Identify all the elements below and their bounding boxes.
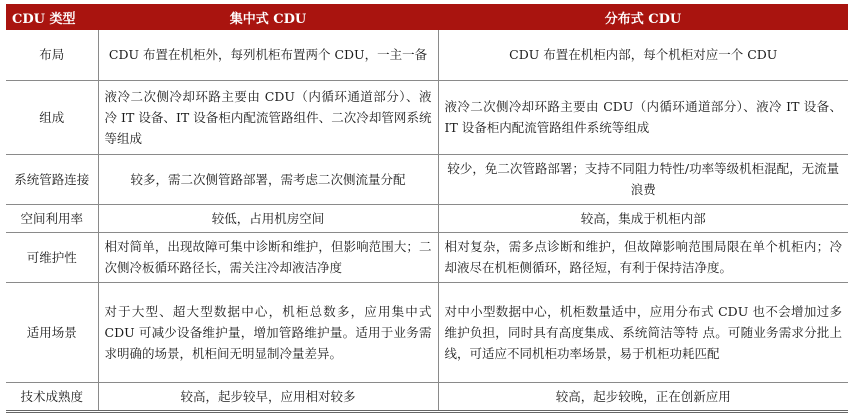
cell-distributed-maturity: 较高，起步较晚，正在创新应用 (438, 382, 848, 411)
table-row (6, 232, 848, 282)
cell-centralized-scenarios: 对于大型、超大型数据中心，机柜总数多，应用集中式 CDU 可减少设备维护量，增加管路维护量。适用于业务需求明确的场景，机柜间无明显制冷量差异。 (98, 282, 438, 382)
cell-centralized-space: 较低，占用机房空间 (98, 204, 438, 232)
cell-centralized-maintainability: 相对简单，出现故障可集中诊断和维护，但影响范围大；二次侧冷板循环路径长，需关注冷却液洁净度 (98, 232, 438, 282)
table-header-row (6, 4, 848, 30)
cell-distributed-scenarios: 对中小型数据中心，机柜数量适中，应用分布式 CDU 也不会增加过多维护负担，同时具有高度集成、系统简洁等特 点。可随业务需求分批上线，可适应不同机柜功率场景，易于机柜功耗匹配 (438, 282, 848, 382)
table-row (6, 382, 848, 411)
table-row (6, 80, 848, 154)
row-label-space: 空间利用率 (6, 204, 98, 232)
cell-distributed-maintainability: 相对复杂，需多点诊断和维护，但故障影响范围局限在单个机柜内；冷却液尽在机柜侧循环，路径短，有利于保持洁净度。 (438, 232, 848, 282)
row-label-composition: 组成 (6, 80, 98, 154)
cell-distributed-piping: 较少，免二次管路部署；支持不同阻力特性/功率等级机柜混配，无流量浪费 (438, 154, 848, 204)
table-row (6, 30, 848, 80)
cdu-comparison-table (6, 4, 848, 413)
cell-distributed-composition: 液冷二次侧冷却环路主要由 CDU（内循环通道部分）、液冷 IT 设备、IT 设备柜内配流管路组件系统等组成 (438, 80, 848, 154)
row-label-layout: 布局 (6, 30, 98, 80)
row-label-piping: 系统管路连接 (6, 154, 98, 204)
header-cdu-type: CDU 类型 (6, 4, 98, 30)
row-label-scenarios: 适用场景 (6, 282, 98, 382)
table-row (6, 282, 848, 382)
cell-centralized-maturity: 较高，起步较早，应用相对较多 (98, 382, 438, 411)
header-distributed-cdu: 分布式 CDU (438, 4, 848, 30)
table-row (6, 204, 848, 232)
header-centralized-cdu: 集中式 CDU (98, 4, 438, 30)
cell-centralized-composition: 液冷二次侧冷却环路主要由 CDU（内循环通道部分）、液冷 IT 设备、IT 设备柜内配流管路组件、二次冷却管网系统等组成 (98, 80, 438, 154)
table-row (6, 154, 848, 204)
row-label-maturity: 技术成熟度 (6, 382, 98, 411)
cell-centralized-piping: 较多，需二次侧管路部署，需考虑二次侧流量分配 (98, 154, 438, 204)
cell-distributed-space: 较高，集成于机柜内部 (438, 204, 848, 232)
row-label-maintainability: 可维护性 (6, 232, 98, 282)
cell-distributed-layout: CDU 布置在机柜内部，每个机柜对应一个 CDU (438, 30, 848, 80)
cell-centralized-layout: CDU 布置在机柜外，每列机柜布置两个 CDU，一主一备 (98, 30, 438, 80)
